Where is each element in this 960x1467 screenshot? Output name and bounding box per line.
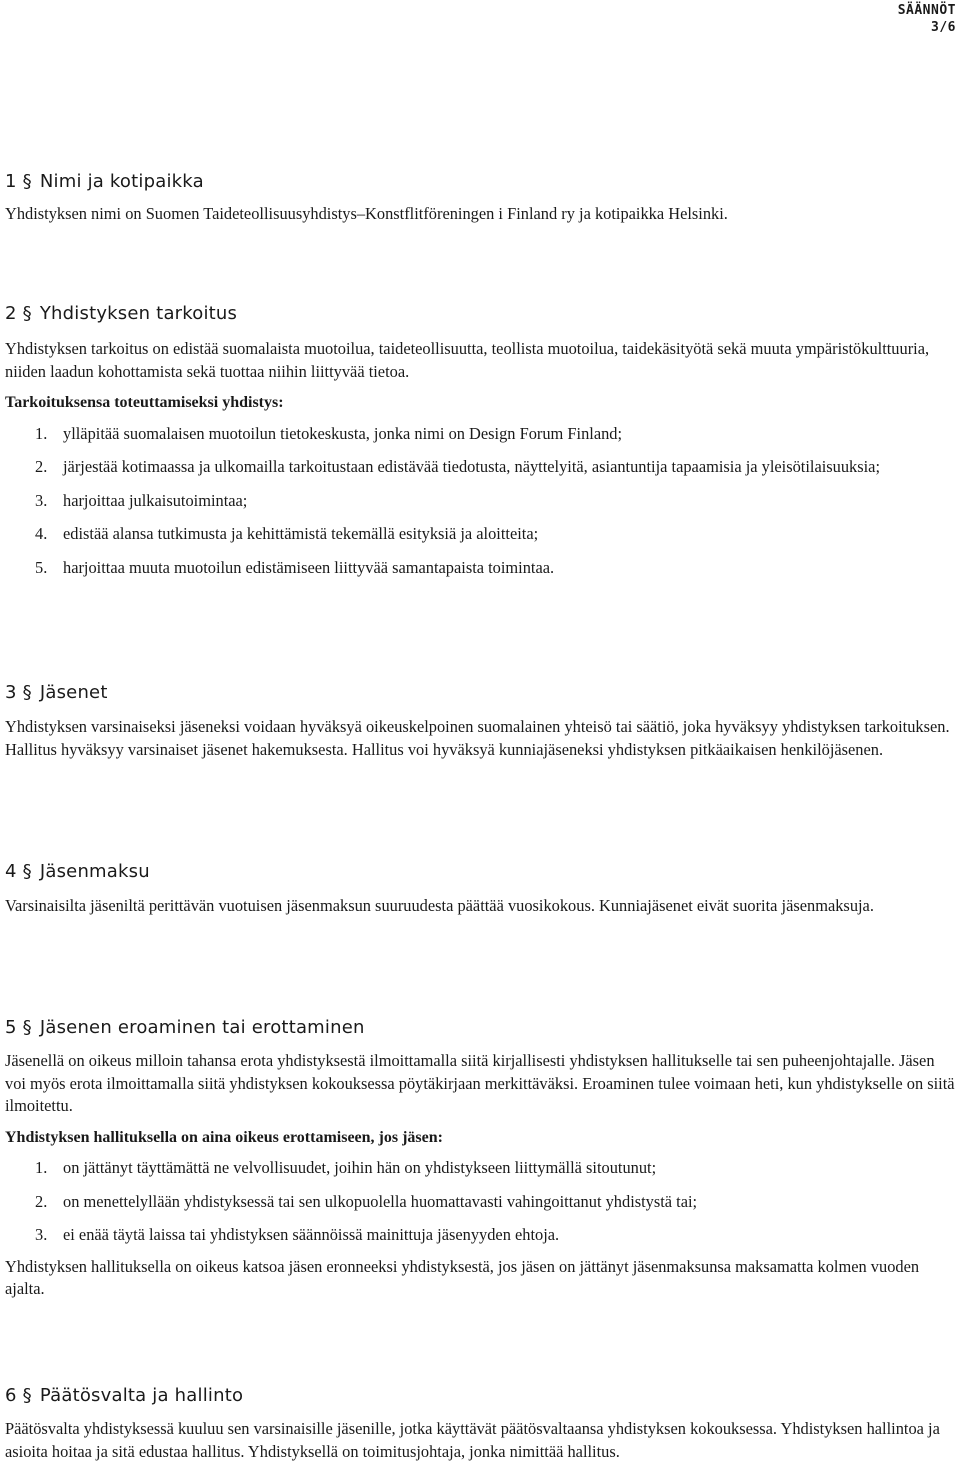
dismissal-list — [5, 1157, 955, 1247]
list-item — [5, 423, 955, 446]
list-number: 3. — [35, 490, 48, 510]
list-number: 4. — [35, 524, 48, 543]
list-item — [5, 456, 955, 479]
section-number: 3 — [5, 682, 17, 703]
list-item — [5, 557, 955, 580]
section-number: 5 — [5, 1017, 17, 1038]
list-number: 2. — [35, 457, 48, 476]
purpose-list — [5, 423, 955, 580]
section-sign-icon: § — [22, 171, 32, 192]
paragraph: Yhdistyksen varsinaiseksi jäseneksi voidaan hyväksyä oikeuskelpoinen suomalainen yhteisö tai säätiö, joka hyväksyy yhdistyksen tarkoituksen. Hallitus hyväksyy varsinaiset jäsenet hakemuksesta. Hallitus voi hyväksyä kunniajäseneksi yhdistyksen pitkäaikaisen henkilöjäsenen. — [5, 717, 950, 759]
section-6 — [5, 1384, 955, 1463]
list-text: on menettelyllään yhdistyksessä tai sen ulkopuolella huomattavasti vahingoittanut yhdistystä tai; — [63, 1191, 698, 1211]
list-text: harjoittaa muuta muotoilun edistämiseen liittyvää samantapaista toimintaa. — [63, 557, 555, 577]
paragraph: Yhdistyksen nimi on Suomen Taideteollisuusyhdistys–Konstflitföreningen i Finland ry ja kotipaikka Helsinki. — [5, 204, 728, 223]
section-sign-icon: § — [22, 861, 32, 882]
paragraph: Varsinaisilta jäseniltä perittävän vuotuisen jäsenmaksun suuruudesta päättää vuosikokous. Kunniajäsenet eivät suorita jäsenmaksuja. — [5, 896, 874, 915]
section-3 — [5, 681, 955, 761]
list-text: järjestää kotimaassa ja ulkomailla tarkoitustaan edistävää tiedotusta, näyttelyitä, asiantuntija tapaamisia ja yleisötilaisuuksia; — [63, 457, 881, 476]
paragraph: Yhdistyksen tarkoitus on edistää suomalaista muotoilua, taideteollisuutta, teollista muotoilua, taidekäsityötä sekä muuta ympäristökulttuuria, niiden laadun kohottamista sekä tuottaa niihin liittyvää tietoa. — [5, 339, 930, 381]
paragraph: Jäsenellä on oikeus milloin tahansa erota yhdistyksestä ilmoittamalla siitä kirjallisesti yhdistyksen hallitukselle tai sen puheenjohtajalle. Jäsen voi myös erota ilmoittamalla siitä yhdistyksen kokouksessa pöytäkirjaan merkittäväksi. Eroaminen tulee voimaan heti, kun yhdistykselle on siitä ilmoitettu. — [5, 1051, 955, 1115]
section-title: Päätösvalta ja hallinto — [39, 1385, 244, 1406]
section-heading — [5, 170, 955, 194]
page-header — [898, 2, 956, 36]
section-4 — [5, 860, 955, 918]
section-heading — [5, 860, 955, 884]
section-title: Jäsenmaksu — [39, 861, 150, 882]
list-lead: Tarkoituksensa toteuttamiseksi yhdistys: — [5, 394, 284, 411]
list-number: 1. — [35, 1158, 48, 1177]
section-sign-icon: § — [22, 1385, 32, 1406]
list-item — [5, 1157, 955, 1180]
section-5 — [5, 1016, 955, 1301]
paragraph: Yhdistyksen hallituksella on oikeus katsoa jäsen eronneeksi yhdistyksestä, jos jäsen on jättänyt jäsenmaksunsa maksamatta kolmen vuoden ajalta. — [5, 1256, 920, 1298]
list-number: 1. — [35, 423, 48, 443]
section-number: 6 — [5, 1385, 17, 1406]
page-number: 3/6 — [931, 20, 956, 35]
list-item — [5, 1191, 955, 1214]
section-number: 4 — [5, 861, 17, 882]
section-heading — [5, 302, 955, 326]
section-title: Jäsenen eroaminen tai erottaminen — [39, 1017, 365, 1038]
list-text: edistää alansa tutkimusta ja kehittämistä tekemällä esityksiä ja aloitteita; — [63, 524, 539, 543]
paragraph: Päätösvalta yhdistyksessä kuuluu sen varsinaisille jäsenille, jotka käyttävät päätösvaltaansa yhdistyksen kokouksessa. Yhdistyksen hallintoa ja asioita hoitaa ja sitä edustaa hallitus. Yhdistyksellä on toimitusjohtaja, jonka nimittää hallitus. — [5, 1419, 940, 1461]
list-item — [5, 490, 955, 513]
list-text: on jättänyt täyttämättä ne velvollisuudet, joihin hän on yhdistykseen liittymällä sitoutunut; — [63, 1158, 657, 1177]
section-number: 2 — [5, 303, 17, 324]
section-heading — [5, 1384, 955, 1408]
list-number: 3. — [35, 1225, 48, 1244]
list-item — [5, 523, 955, 546]
list-text: ylläpitää suomalaisen muotoilun tietokeskusta, jonka nimi on Design Forum Finland; — [63, 423, 623, 443]
section-heading — [5, 681, 955, 705]
section-number: 1 — [5, 171, 17, 192]
section-title: Yhdistyksen tarkoitus — [39, 303, 238, 324]
section-title: Nimi ja kotipaikka — [39, 171, 204, 192]
section-sign-icon: § — [22, 303, 32, 324]
section-title: Jäsenet — [39, 682, 108, 703]
section-heading — [5, 1016, 955, 1040]
section-sign-icon: § — [22, 682, 32, 703]
list-number: 2. — [35, 1191, 48, 1211]
document-title: SÄÄNNÖT — [897, 3, 956, 18]
section-2 — [5, 302, 955, 579]
list-lead: Yhdistyksen hallituksella on aina oikeus erottamiseen, jos jäsen: — [5, 1128, 443, 1146]
section-1 — [5, 170, 955, 226]
list-number: 5. — [35, 557, 48, 577]
list-item — [5, 1224, 955, 1247]
list-text: harjoittaa julkaisutoimintaa; — [63, 490, 248, 510]
list-text: ei enää täytä laissa tai yhdistyksen säännöissä mainittuja jäsenyyden ehtoja. — [63, 1225, 560, 1244]
section-sign-icon: § — [22, 1017, 32, 1038]
